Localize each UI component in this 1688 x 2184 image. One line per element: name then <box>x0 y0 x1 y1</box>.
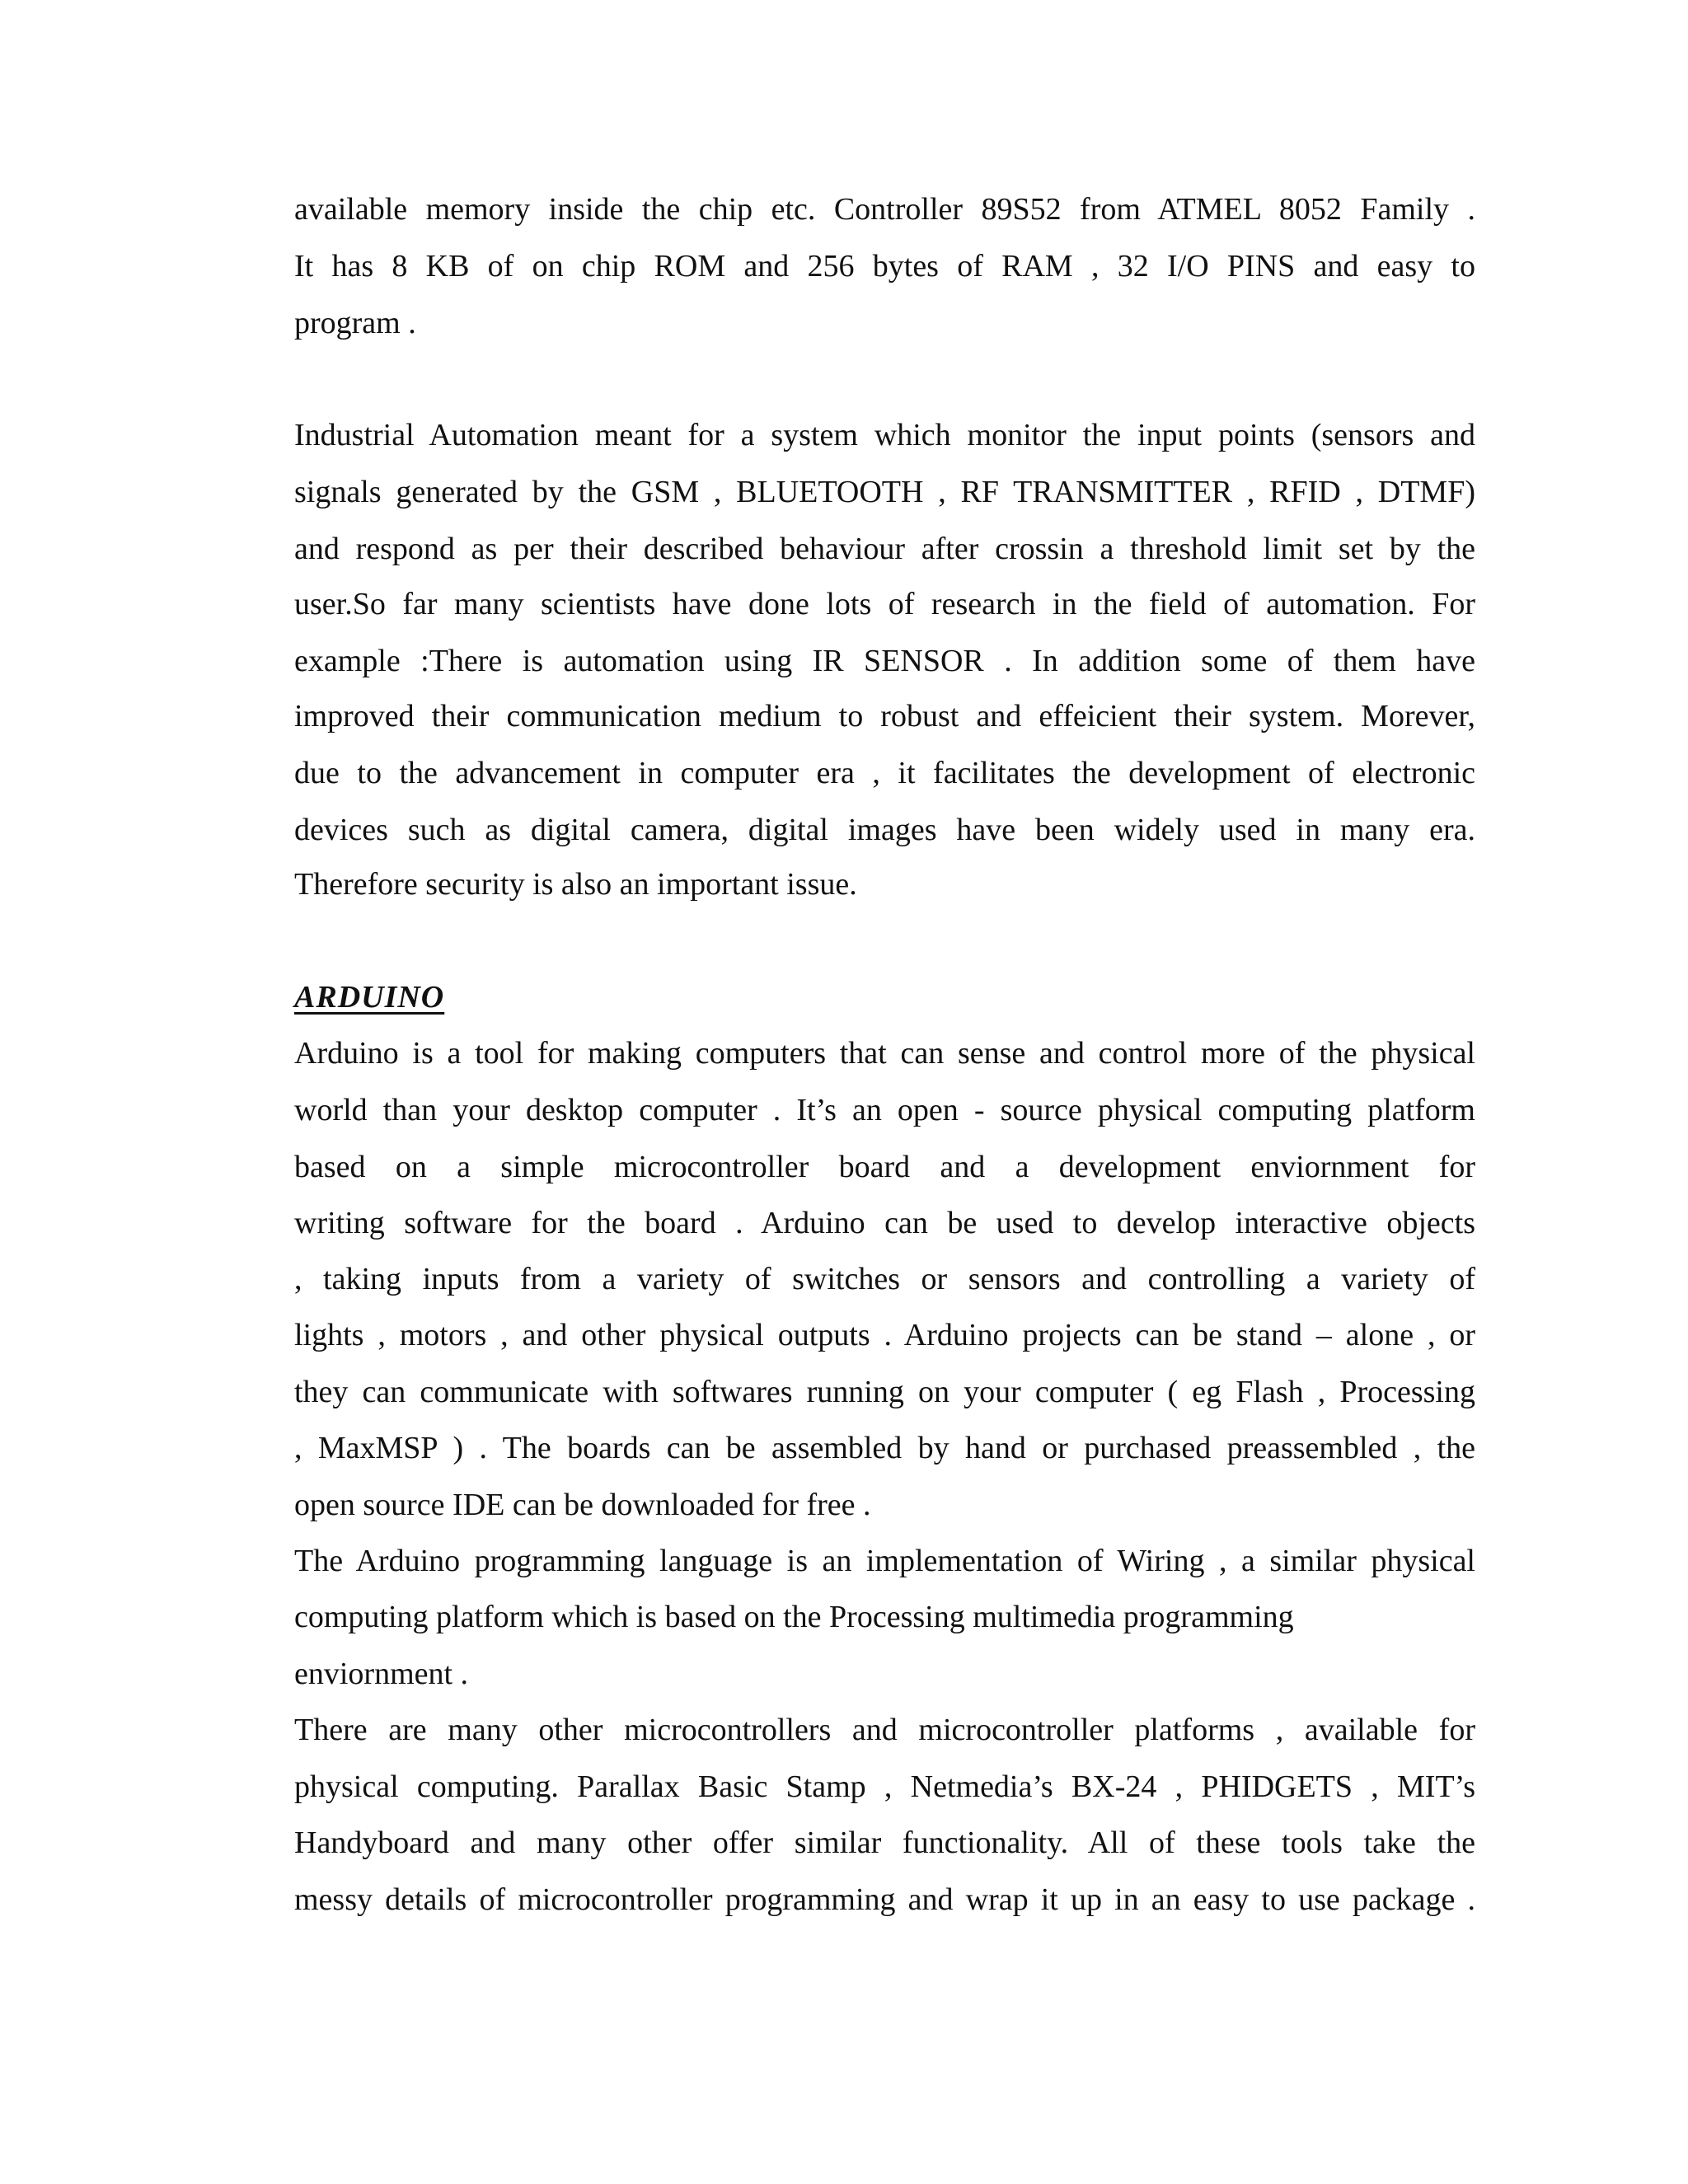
language-line-1: The Arduino programming language is an implementation of Wiring , a similar physical <box>294 1544 1475 1578</box>
automation-line-4: user.So far many scientists have done lots of research in the field of automation. For <box>294 587 1475 621</box>
automation-line-9: Therefore security is also an important issue. <box>294 867 857 902</box>
section-heading-arduino: ARDUINO <box>294 980 445 1015</box>
arduino-line-7: they can communicate with softwares running on your computer ( eg Flash , Processing <box>294 1375 1475 1409</box>
other-line-1: There are many other microcontrollers and microcontroller platforms , available for <box>294 1713 1475 1747</box>
arduino-line-3: based on a simple microcontroller board and a development enviornment for <box>294 1150 1475 1184</box>
other-line-4: messy details of microcontroller programming and wrap it up in an easy to use package . <box>294 1882 1475 1917</box>
arduino-line-2: world than your desktop computer . It’s an open - source physical computing platform <box>294 1093 1475 1127</box>
arduino-line-8: , MaxMSP ) . The boards can be assembled by hand or purchased preassembled , the <box>294 1431 1475 1465</box>
automation-line-5: example :There is automation using IR SENSOR . In addition some of them have <box>294 644 1475 678</box>
automation-line-8: devices such as digital camera, digital images have been widely used in many era. <box>294 813 1475 847</box>
arduino-line-4: writing software for the board . Arduino can be used to develop interactive objects <box>294 1206 1475 1240</box>
automation-line-2: signals generated by the GSM , BLUETOOTH , RF TRANSMITTER , RFID , DTMF) <box>294 475 1475 509</box>
intro-line-1: available memory inside the chip etc. Controller 89S52 from ATMEL 8052 Family . <box>294 192 1475 227</box>
other-line-2: physical computing. Parallax Basic Stamp , Netmedia’s BX-24 , PHIDGETS , MIT’s <box>294 1769 1475 1804</box>
automation-line-7: due to the advancement in computer era , it facilitates the development of electronic <box>294 756 1475 790</box>
automation-line-6: improved their communication medium to robust and effeicient their system. Morever, <box>294 699 1475 733</box>
arduino-line-6: lights , motors , and other physical outputs . Arduino projects can be stand – alone , or <box>294 1318 1475 1352</box>
arduino-line-9: open source IDE can be downloaded for free . <box>294 1488 871 1522</box>
automation-line-3: and respond as per their described behaviour after crossin a threshold limit set by the <box>294 532 1475 566</box>
arduino-line-5: , taking inputs from a variety of switches or sensors and controlling a variety of <box>294 1262 1475 1296</box>
language-line-2: computing platform which is based on the Processing multimedia programming <box>294 1600 1294 1634</box>
automation-line-1: Industrial Automation meant for a system which monitor the input points (sensors and <box>294 418 1475 452</box>
other-line-3: Handyboard and many other offer similar functionality. All of these tools take the <box>294 1825 1475 1860</box>
intro-line-3: program . <box>294 306 416 340</box>
language-line-3: enviornment . <box>294 1657 469 1691</box>
arduino-line-1: Arduino is a tool for making computers that can sense and control more of the physical <box>294 1036 1475 1071</box>
intro-line-2: It has 8 KB of on chip ROM and 256 bytes of RAM , 32 I/O PINS and easy to <box>294 249 1475 284</box>
